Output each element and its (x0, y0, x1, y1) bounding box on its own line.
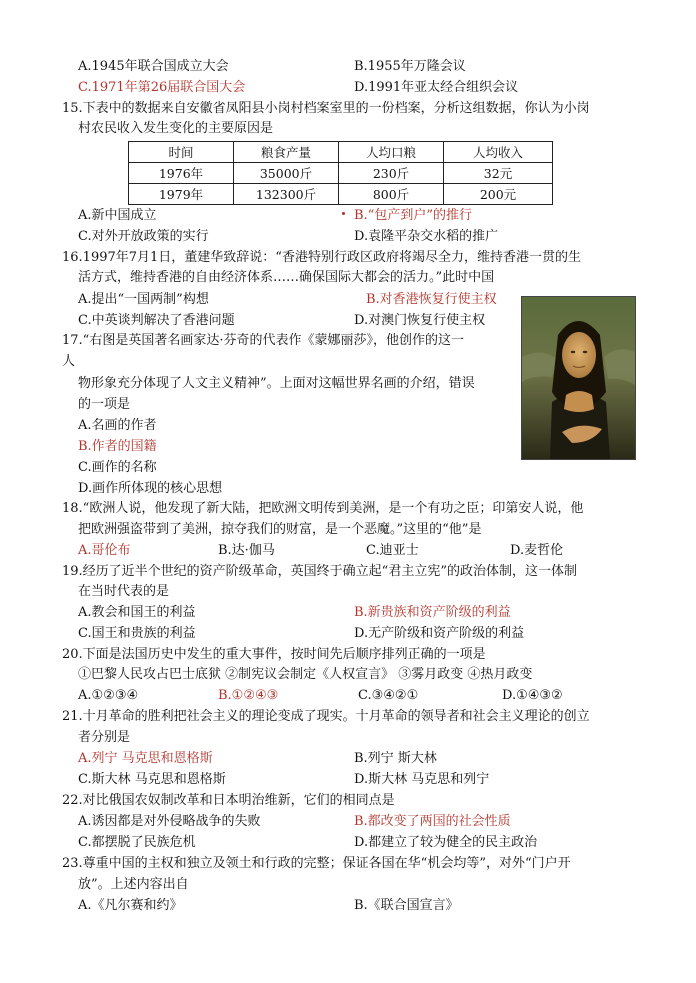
q17-stem-line1: 17.“右图是英国著名画家达·芬奇的代表作《蒙娜丽莎》，他创作的这一 (62, 333, 464, 348)
q23-option-b[interactable]: B.《联合国宣言》 (354, 898, 459, 913)
mona-lisa-image (521, 296, 636, 460)
q15-option-d[interactable]: D.袁隆平杂交水稻的推广 (354, 229, 499, 244)
q23-stem-line1: 23.尊重中国的主权和独立及领土和行政的完整；保证各国在华“机会均等”，对外“门户开 (62, 856, 571, 871)
q23-option-a[interactable]: A.《凡尔赛和约》 (78, 898, 183, 913)
q17-option-d[interactable]: D.画作所体现的核心思想 (78, 481, 223, 496)
q20-option-c[interactable]: C.③④②① (358, 688, 419, 703)
table-row (129, 184, 553, 205)
mona-lisa-illustration (522, 297, 635, 459)
q17-option-a[interactable]: A.名画的作者 (78, 418, 157, 433)
q17-stem-line2: 人 (62, 354, 76, 369)
table-header-cell: 时间 (129, 142, 234, 163)
q16-option-c[interactable]: C.中英谈判解决了香港问题 (78, 313, 235, 328)
q20-option-d[interactable]: D.①④③② (502, 688, 563, 703)
q20-option-b[interactable]: B.①②④③ (218, 688, 279, 703)
table-cell: 132300斤 (234, 184, 339, 205)
table-cell: 200元 (444, 184, 553, 205)
q14-option-c[interactable]: C.1971年第26届联合国大会 (78, 80, 246, 95)
q18-option-c[interactable]: C.迪亚士 (366, 543, 419, 558)
q20-events-line: ①巴黎人民攻占巴士底狱 ②制宪议会制定《人权宣言》 ③雾月政变 ④热月政变 (78, 667, 533, 682)
q17-stem-line3: 物形象充分体现了人文主义精神”。上面对这幅世界名画的介绍，错误 (78, 376, 475, 391)
q16-option-b[interactable]: B.对香港恢复行使主权 (366, 292, 497, 307)
q20-stem-line1: 20.下面是法国历史中发生的重大事件，按时间先后顺序排列正确的一项是 (62, 647, 486, 662)
q21-option-d[interactable]: D.斯大林 马克思和列宁 (354, 772, 490, 787)
table-cell: 35000斤 (234, 163, 339, 184)
q16-option-a[interactable]: A.提出“一国两制”构想 (78, 292, 209, 307)
table-header-cell: 人均口粮 (339, 142, 444, 163)
q22-option-b[interactable]: B.都改变了两国的社会性质 (354, 814, 511, 829)
q19-option-d[interactable]: D.无产阶级和资产阶级的利益 (354, 626, 525, 641)
q19-option-b[interactable]: B.新贵族和资产阶级的利益 (354, 605, 511, 620)
table-header-row (129, 142, 553, 163)
q19-option-a[interactable]: A.教会和国王的利益 (78, 605, 196, 620)
q16-option-d[interactable]: D.对澳门恢复行使主权 (354, 313, 486, 328)
q21-stem-line1: 21.十月革命的胜利把社会主义的理论变成了现实。十月革命的领导者和社会主义理论的创立 (62, 709, 590, 724)
q15-option-b[interactable]: B.“包产到户”的推行 (354, 208, 472, 223)
q20-option-a[interactable]: A.①②③④ (78, 688, 139, 703)
table-row (129, 163, 553, 184)
q18-option-a[interactable]: A.哥伦布 (78, 543, 131, 558)
q21-option-c[interactable]: C.斯大林 马克思和恩格斯 (78, 772, 226, 787)
table-cell: 1979年 (129, 184, 234, 205)
table-cell: 230斤 (339, 163, 444, 184)
q15-stem-line2: 村农民收入发生变化的主要原因是 (78, 121, 274, 136)
q23-stem-line2: 放”。上述内容出自 (78, 877, 189, 892)
q14-option-b[interactable]: B.1955年万隆会议 (354, 59, 466, 74)
q18-option-b[interactable]: B.达·伽马 (218, 543, 275, 558)
q21-option-a[interactable]: A.列宁 马克思和恩格斯 (78, 751, 213, 766)
q21-stem-line2: 者分别是 (78, 730, 131, 745)
q22-option-c[interactable]: C.都摆脱了民族危机 (78, 835, 196, 850)
table-header-cell: 人均收入 (444, 142, 553, 163)
table-header-cell: 粮食产量 (234, 142, 339, 163)
q19-option-c[interactable]: C.国王和贵族的利益 (78, 626, 196, 641)
table-cell: 800斤 (339, 184, 444, 205)
q15-option-a[interactable]: A.新中国成立 (78, 208, 157, 223)
table-cell: 1976年 (129, 163, 234, 184)
q22-option-a[interactable]: A.诱因都是对外侵略战争的失败 (78, 814, 261, 829)
q21-option-b[interactable]: B.列宁 斯大林 (354, 751, 437, 766)
q14-option-a[interactable]: A.1945年联合国成立大会 (78, 59, 229, 74)
table-cell: 32元 (444, 163, 553, 184)
q16-stem-line1: 16.1997年7月1日，董建华致辞说：“香港特别行政区政府将竭尽全力，维持香港一贯的生 (62, 250, 581, 265)
q15-option-c[interactable]: C.对外开放政策的实行 (78, 229, 209, 244)
q19-stem-line1: 19.经历了近半个世纪的资产阶级革命，英国终于确立起“君主立宪”的政治体制，这一体制 (62, 564, 577, 579)
q18-stem-line2: 把欧洲强盗带到了美洲，掠夺我们的财富，是一个恶魔。”这里的“他”是 (78, 522, 482, 537)
q22-option-d[interactable]: D.都建立了较为健全的民主政治 (354, 835, 538, 850)
q18-option-d[interactable]: D.麦哲伦 (510, 543, 564, 558)
q19-stem-line2: 在当时代表的是 (78, 584, 170, 599)
q17-stem-line4: 的一项是 (78, 397, 131, 412)
q17-option-c[interactable]: C.画作的名称 (78, 460, 157, 475)
q16-stem-line2: 活方式，维持香港的自由经济体系……确保国际大都会的活力。”此时中国 (78, 270, 495, 285)
mark-dot (342, 212, 345, 215)
q14-option-d[interactable]: D.1991年亚太经合组织会议 (354, 80, 519, 95)
q15-stem-line1: 15.下表中的数据来自安徽省凤阳县小岗村档案室里的一份档案，分析这组数据，你认为小岗 (62, 101, 590, 116)
q17-option-b[interactable]: B.作者的国籍 (78, 439, 157, 454)
q22-stem-line1: 22.对比俄国农奴制改革和日本明治维新，它们的相同点是 (62, 793, 395, 808)
q18-stem-line1: 18.“欧洲人说，他发现了新大陆，把欧洲文明传到美洲，是一个有功之臣；印第安人说，他 (62, 501, 584, 516)
q15-data-table (128, 141, 553, 205)
